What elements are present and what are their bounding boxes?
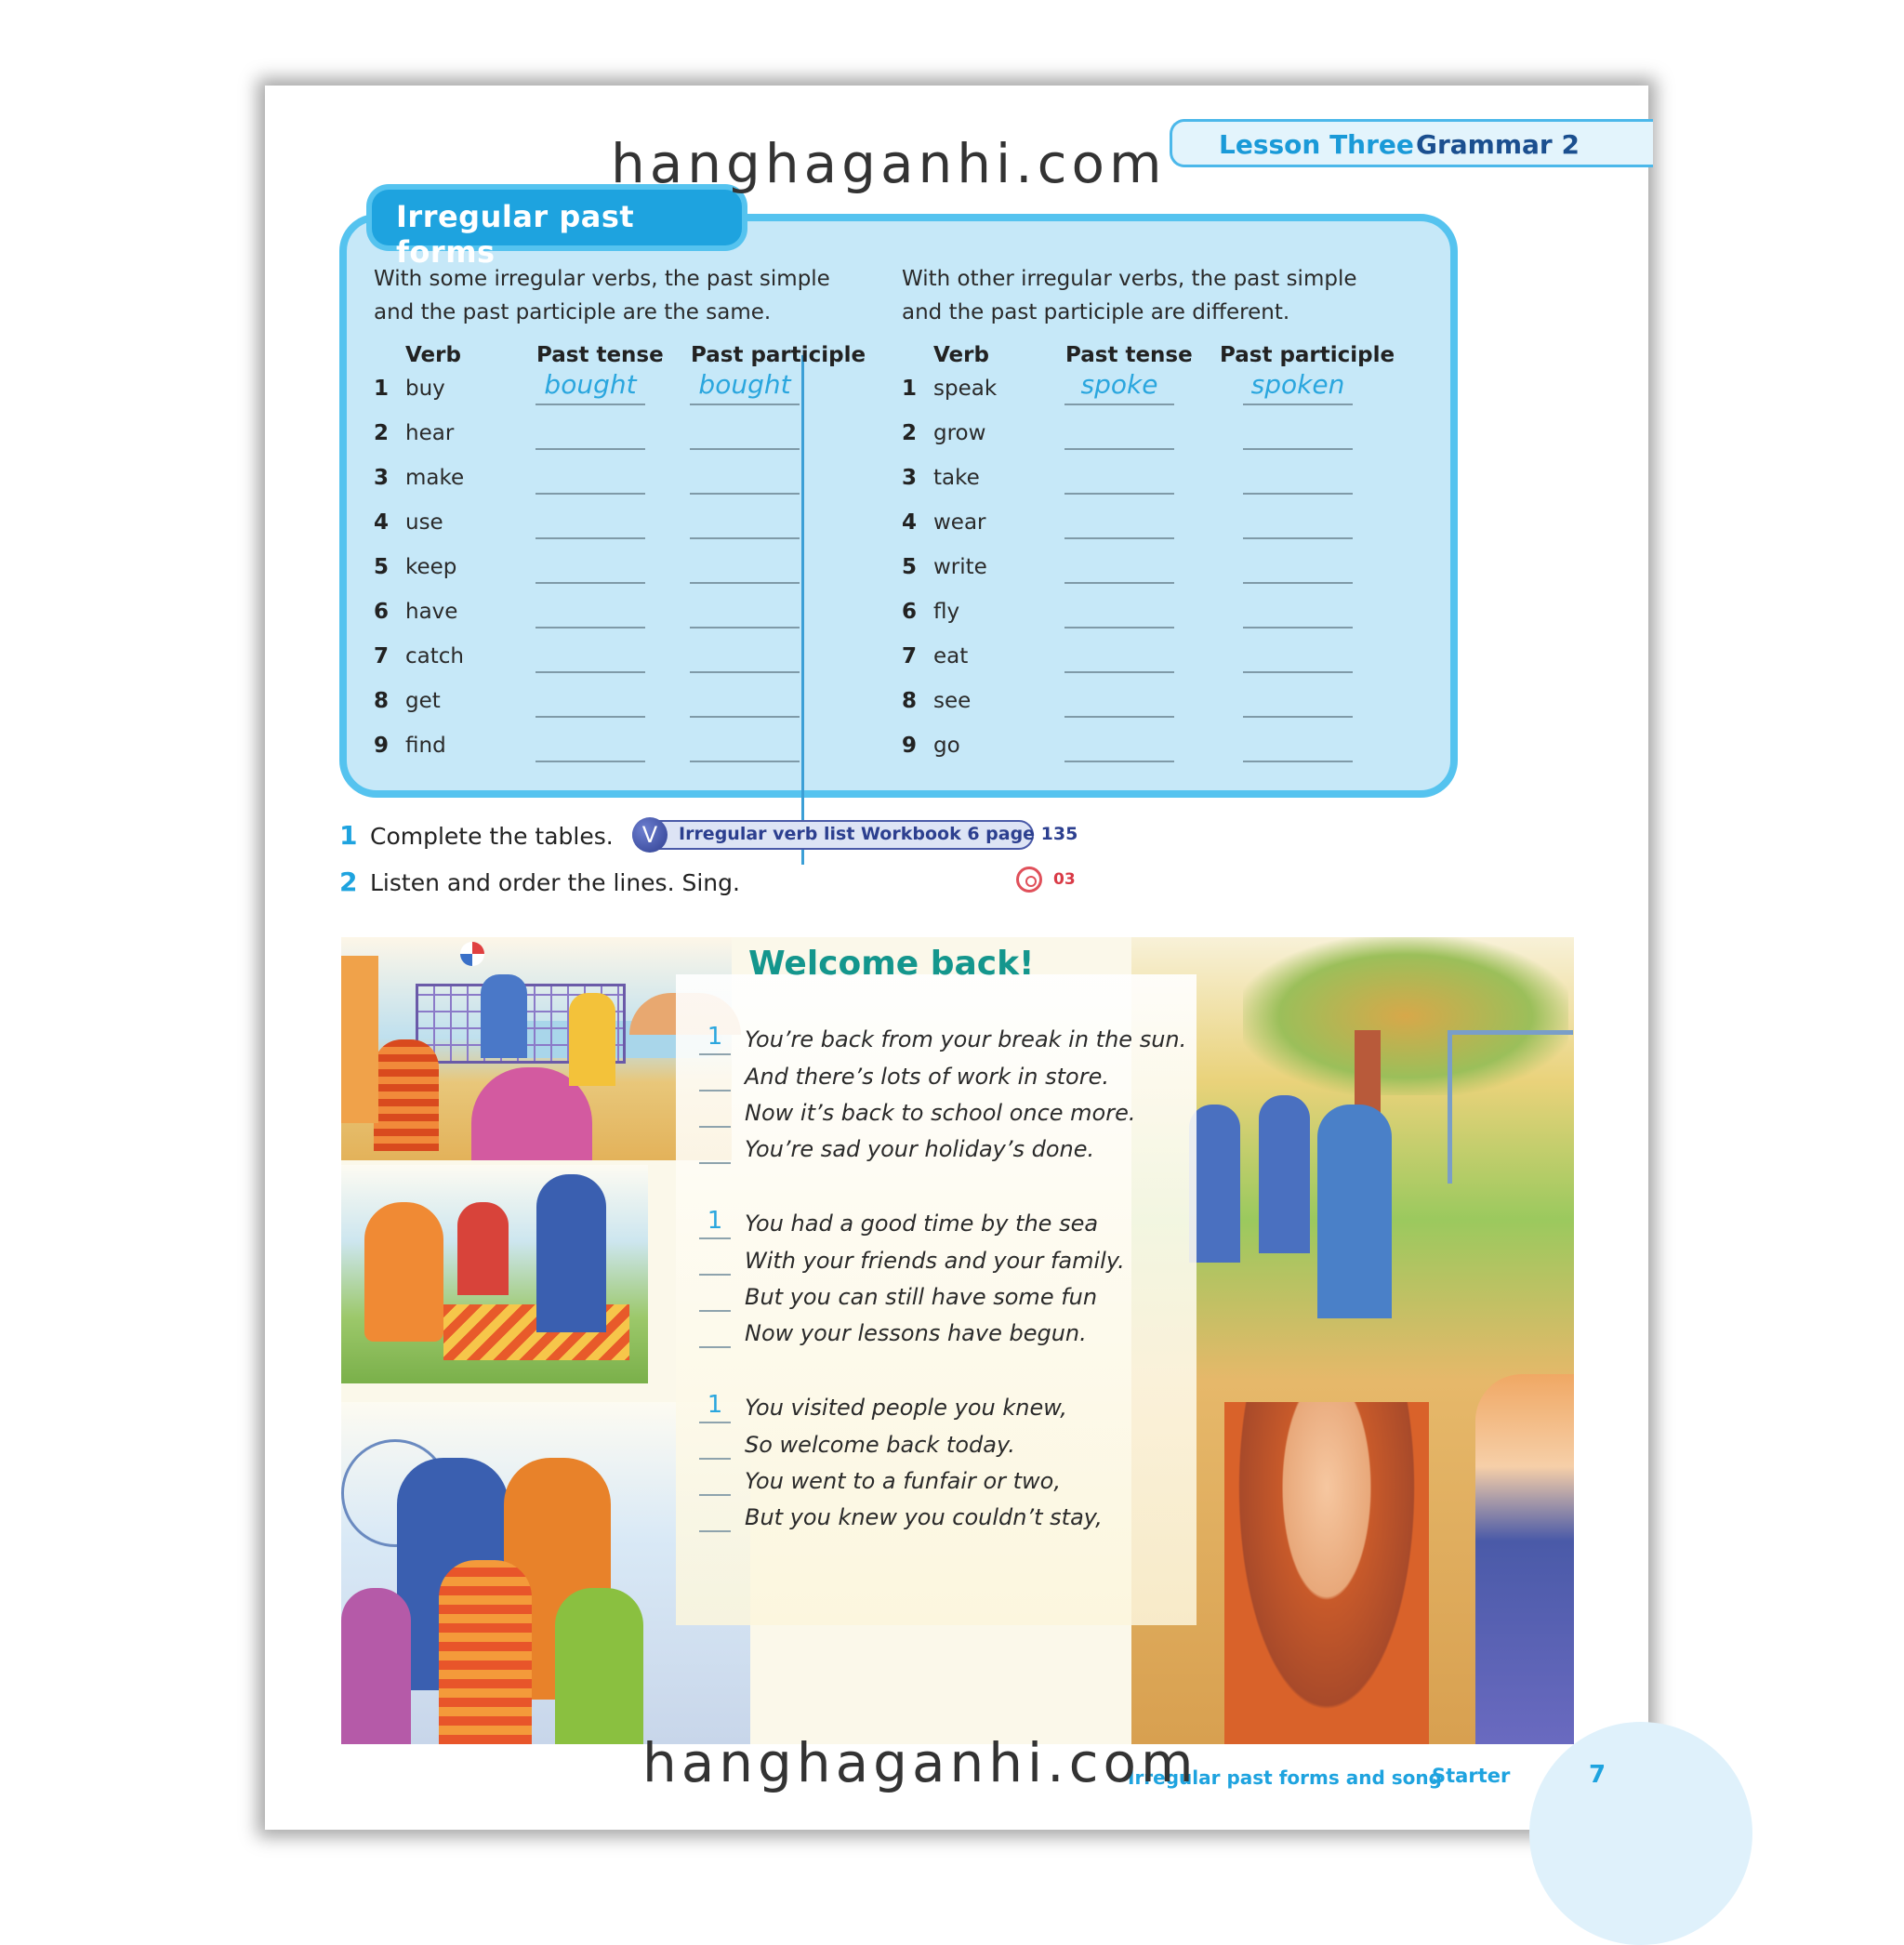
poem-line: And there’s lots of work in store. xyxy=(745,1064,1110,1090)
past-participle-blank[interactable] xyxy=(1243,404,1353,405)
verb: keep xyxy=(405,555,457,579)
line-order-blank[interactable] xyxy=(699,1237,731,1239)
past-participle-blank[interactable] xyxy=(1243,627,1353,628)
past-tense-blank[interactable] xyxy=(536,404,645,405)
poem-line: You’re back from your break in the sun. xyxy=(745,1026,1187,1052)
line-order-blank[interactable] xyxy=(699,1310,731,1312)
verb: have xyxy=(405,600,458,624)
verb: eat xyxy=(933,644,969,668)
verb: catch xyxy=(405,644,464,668)
past-tense-blank[interactable] xyxy=(536,582,645,584)
row-number: 7 xyxy=(902,644,918,668)
verb: make xyxy=(405,466,465,490)
row-number: 5 xyxy=(902,555,918,579)
verb: speak xyxy=(933,377,998,401)
boy-blue xyxy=(481,974,527,1058)
woman-orange xyxy=(364,1202,443,1342)
past-participle-answer[interactable]: spoken xyxy=(1250,369,1345,400)
line-order-blank[interactable] xyxy=(699,1274,731,1276)
row-number: 2 xyxy=(902,421,918,445)
past-tense-blank[interactable] xyxy=(1064,671,1174,673)
column-divider xyxy=(801,355,804,865)
workbook-page xyxy=(265,86,1648,1830)
past-participle-blank[interactable] xyxy=(1243,448,1353,450)
boy-foreground-backpack xyxy=(1224,1402,1429,1744)
past-participle-answer[interactable]: bought xyxy=(698,369,791,400)
poem-line: Now your lessons have begun. xyxy=(745,1320,1087,1346)
right-header-verb: Verb xyxy=(933,343,989,367)
schoolyard-scene xyxy=(1131,937,1574,1744)
line-order-blank[interactable] xyxy=(699,1053,731,1055)
poem-line: You’re sad your holiday’s done. xyxy=(745,1136,1095,1162)
watermark-top: hanghaganhi.com xyxy=(611,132,1167,195)
left-header-past-tense: Past tense xyxy=(536,343,664,367)
past-participle-blank[interactable] xyxy=(1243,761,1353,762)
past-tense-blank[interactable] xyxy=(536,537,645,539)
footer-unit: Starter xyxy=(1432,1765,1511,1787)
lesson-label: Lesson Three xyxy=(1219,129,1414,160)
verb: hear xyxy=(405,421,455,445)
past-tense-blank[interactable] xyxy=(1064,537,1174,539)
right-header-past-participle: Past participle xyxy=(1220,343,1395,367)
past-participle-blank[interactable] xyxy=(690,627,800,628)
poem-line: But you knew you couldn’t stay, xyxy=(745,1504,1103,1530)
right-header-past-tense: Past tense xyxy=(1065,343,1193,367)
section-label: Grammar 2 xyxy=(1416,129,1580,160)
past-tense-blank[interactable] xyxy=(536,671,645,673)
past-tense-blank[interactable] xyxy=(536,448,645,450)
line-order-number[interactable]: 1 xyxy=(707,1023,723,1051)
audio-track-number: 03 xyxy=(1053,870,1076,889)
line-order-blank[interactable] xyxy=(699,1458,731,1460)
verb: get xyxy=(405,689,441,713)
row-number: 8 xyxy=(374,689,390,713)
past-tense-blank[interactable] xyxy=(536,716,645,718)
past-participle-blank[interactable] xyxy=(1243,582,1353,584)
cd-audio-icon[interactable] xyxy=(1016,867,1042,893)
line-order-blank[interactable] xyxy=(699,1346,731,1348)
row-number: 7 xyxy=(374,644,390,668)
girl-school-uniform-1 xyxy=(1189,1105,1240,1263)
beach-ball xyxy=(460,942,484,966)
verb: fly xyxy=(933,600,960,624)
verb: take xyxy=(933,466,980,490)
past-participle-blank[interactable] xyxy=(690,493,800,495)
lesson-header-tab xyxy=(1170,119,1653,167)
past-tense-blank[interactable] xyxy=(536,493,645,495)
row-number: 1 xyxy=(902,377,918,401)
line-order-blank[interactable] xyxy=(699,1126,731,1128)
past-participle-blank[interactable] xyxy=(1243,716,1353,718)
past-participle-blank[interactable] xyxy=(1243,537,1353,539)
past-participle-blank[interactable] xyxy=(1243,671,1353,673)
page-number: 7 xyxy=(1589,1761,1606,1789)
past-participle-blank[interactable] xyxy=(1243,493,1353,495)
verb: use xyxy=(405,510,443,535)
row-number: 5 xyxy=(374,555,390,579)
row-number: 8 xyxy=(902,689,918,713)
past-participle-blank[interactable] xyxy=(690,448,800,450)
beach-volleyball-scene xyxy=(341,937,732,1160)
poem-line: You went to a funfair or two, xyxy=(745,1468,1061,1494)
verb: see xyxy=(933,689,972,713)
page-number-circle xyxy=(1529,1722,1752,1945)
row-number: 1 xyxy=(374,377,390,401)
row-number: 4 xyxy=(374,510,390,535)
row-number: 9 xyxy=(374,734,390,758)
verb: go xyxy=(933,734,960,758)
right-intro-text: With other irregular verbs, the past simple and the past participle are different. xyxy=(902,267,1357,324)
poem-line: But you can still have some fun xyxy=(745,1284,1098,1310)
poem-line: So welcome back today. xyxy=(745,1432,1015,1458)
verb: write xyxy=(933,555,987,579)
song-title: Welcome back! xyxy=(748,945,1035,983)
verb: grow xyxy=(933,421,986,445)
instruction-text: Complete the tables. xyxy=(370,823,614,850)
song-illustration-panel xyxy=(341,937,1574,1744)
past-tense-blank[interactable] xyxy=(1064,761,1174,762)
boy-yellow xyxy=(569,993,615,1086)
row-number: 9 xyxy=(902,734,918,758)
past-participle-blank[interactable] xyxy=(690,671,800,673)
row-number: 3 xyxy=(902,466,918,490)
past-tense-blank[interactable] xyxy=(1064,582,1174,584)
verb-list-reference-text[interactable]: Irregular verb list Workbook 6 page 135 xyxy=(679,824,1078,844)
instruction-number: 1 xyxy=(339,820,358,851)
poem-line: You visited people you knew, xyxy=(745,1395,1067,1421)
past-tense-blank[interactable] xyxy=(536,627,645,628)
line-order-blank[interactable] xyxy=(699,1090,731,1092)
man-blue xyxy=(536,1174,606,1332)
line-order-number[interactable]: 1 xyxy=(707,1391,723,1419)
boy-striped xyxy=(374,1039,439,1151)
left-header-verb: Verb xyxy=(405,343,461,367)
past-participle-blank[interactable] xyxy=(690,404,800,405)
line-order-number[interactable]: 1 xyxy=(707,1207,723,1235)
past-tense-answer[interactable]: spoke xyxy=(1080,369,1158,400)
past-participle-blank[interactable] xyxy=(690,761,800,762)
past-tense-blank[interactable] xyxy=(1064,493,1174,495)
row-number: 2 xyxy=(374,421,390,445)
girl-foreground-right xyxy=(1475,1374,1574,1744)
watermark-bottom: hanghaganhi.com xyxy=(642,1731,1198,1794)
grammar-box-title-tab xyxy=(372,190,742,270)
past-participle-blank[interactable] xyxy=(690,582,800,584)
boy-red xyxy=(457,1202,509,1295)
verb: buy xyxy=(405,377,445,401)
girl-purple xyxy=(341,1588,411,1744)
past-tense-blank[interactable] xyxy=(1064,404,1174,405)
left-header-past-participle: Past participle xyxy=(691,343,866,367)
verb: wear xyxy=(933,510,986,535)
beach-picnic-scene xyxy=(341,1165,648,1383)
verb: find xyxy=(405,734,446,758)
poem-line: You had a good time by the sea xyxy=(745,1211,1099,1237)
past-tense-blank[interactable] xyxy=(1064,448,1174,450)
line-order-blank[interactable] xyxy=(699,1494,731,1496)
boy-green-shirt xyxy=(555,1588,643,1744)
past-participle-blank[interactable] xyxy=(690,716,800,718)
poem-line: With your friends and your family. xyxy=(745,1248,1125,1274)
row-number: 4 xyxy=(902,510,918,535)
line-order-blank[interactable] xyxy=(699,1162,731,1164)
girl-orange xyxy=(341,956,378,1123)
line-order-blank[interactable] xyxy=(699,1530,731,1532)
row-number: 6 xyxy=(374,600,390,624)
instruction-number: 2 xyxy=(339,867,358,897)
left-intro-text: With some irregular verbs, the past simple and the past participle are the same. xyxy=(374,267,830,324)
row-number: 6 xyxy=(902,600,918,624)
footer-topic: Irregular past forms and song xyxy=(1128,1766,1442,1789)
past-participle-blank[interactable] xyxy=(690,537,800,539)
grammar-box-title: Irregular past forms xyxy=(396,199,635,270)
climbing-frame xyxy=(1448,1030,1573,1184)
vocabulary-v-icon: V xyxy=(632,817,668,853)
line-order-blank[interactable] xyxy=(699,1422,731,1423)
girl-school-uniform-2 xyxy=(1259,1095,1310,1253)
past-tense-blank[interactable] xyxy=(536,761,645,762)
past-tense-blank[interactable] xyxy=(1064,627,1174,628)
instruction-text: Listen and order the lines. Sing. xyxy=(370,869,740,896)
boy-striped-ice-cream xyxy=(439,1560,532,1744)
past-tense-answer[interactable]: bought xyxy=(544,369,637,400)
past-tense-blank[interactable] xyxy=(1064,716,1174,718)
poem-line: Now it’s back to school once more. xyxy=(745,1100,1136,1126)
row-number: 3 xyxy=(374,466,390,490)
boy-school-uniform xyxy=(1317,1105,1392,1318)
